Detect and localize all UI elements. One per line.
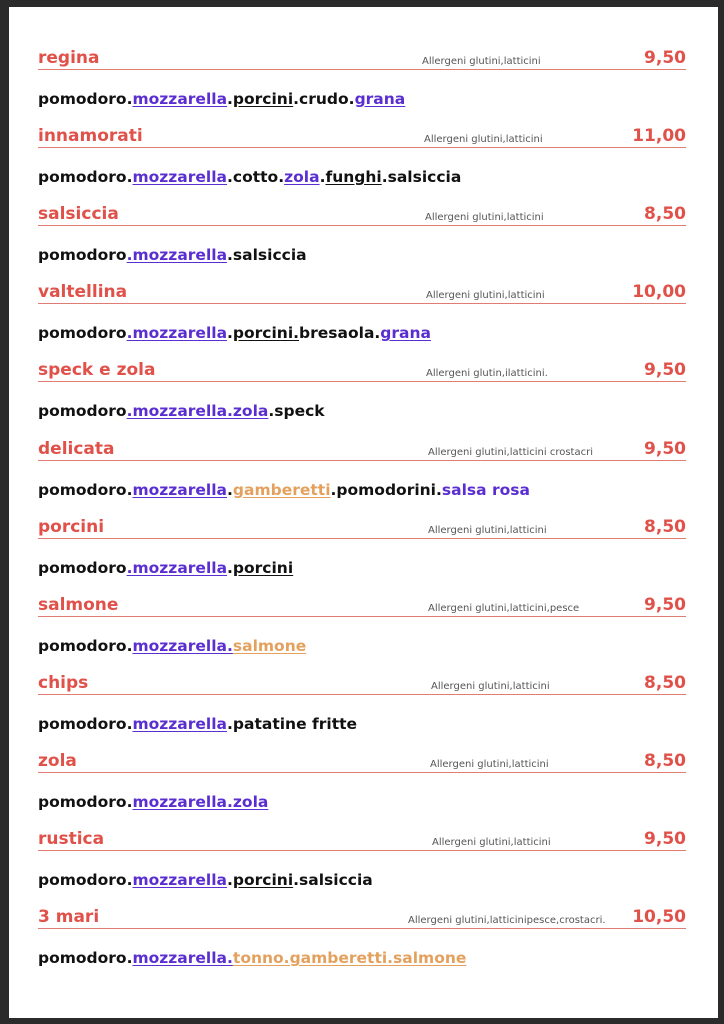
- ingredient-text: .speck: [268, 402, 325, 421]
- item-allergens: Allergeni glutini,latticini: [422, 56, 541, 67]
- ingredient-text: grana: [380, 324, 431, 343]
- ingredient-text: gamberetti: [232, 480, 331, 499]
- ingredient-text: pomodoro: [38, 558, 127, 577]
- item-price: 9,50: [644, 360, 686, 381]
- item-price: 10,00: [632, 282, 686, 303]
- ingredient-text: .mozzarella: [126, 558, 228, 577]
- ingredient-text: bresaola.: [299, 324, 381, 343]
- ingredient-text: .crudo.: [293, 90, 355, 108]
- ingredient-text: .: [126, 90, 133, 108]
- item-allergens: Allergeni glutini,latticini crostacri: [428, 446, 593, 458]
- ingredient-text: mozzarella: [132, 168, 228, 187]
- menu-item-header: [38, 906, 686, 929]
- menu-item-header: [38, 203, 686, 226]
- ingredient-text: pomodoro.: [38, 792, 133, 811]
- ingredient-text: .salsiccia: [381, 168, 462, 187]
- ingredient-text: pomodoro.: [38, 871, 133, 889]
- item-allergens: Allergeni glutini,latticini: [430, 758, 549, 770]
- ingredient-text: pomodoro.: [38, 480, 133, 499]
- item-name: innamorati: [38, 126, 143, 147]
- item-allergens: Allergeni glutini,latticini: [432, 837, 551, 848]
- ingredient-text: porcini: [232, 871, 294, 889]
- ingredient-text: tonno.gamberetti.salmone: [232, 949, 467, 968]
- ingredient-text: .: [227, 558, 233, 577]
- item-name: porcini: [38, 516, 105, 537]
- ingredient-text: pomodoro: [38, 90, 127, 108]
- item-name: delicata: [38, 438, 115, 459]
- ingredient-text: mozzarella: [132, 480, 228, 499]
- menu-item-header: [38, 359, 686, 382]
- item-ingredients: [38, 478, 686, 504]
- ingredient-text: salmone: [232, 636, 307, 655]
- item-name: speck e zola: [38, 360, 156, 381]
- item-allergens: Allergeni glutin,ilatticini.: [426, 368, 548, 380]
- item-ingredients: [38, 165, 686, 191]
- ingredient-text: .patatine fritte: [227, 714, 358, 733]
- ingredient-text: funghi: [325, 168, 382, 187]
- item-ingredients: [38, 399, 686, 425]
- ingredient-text: mozzarella.: [132, 636, 233, 655]
- item-ingredients: [38, 321, 686, 347]
- item-ingredients: [38, 634, 686, 660]
- ingredient-text: .mozzarella: [126, 324, 228, 343]
- item-ingredients: [38, 790, 686, 816]
- item-price: 8,50: [644, 672, 686, 693]
- item-price: 8,50: [644, 750, 686, 771]
- item-name: regina: [38, 48, 100, 68]
- ingredient-text: salsa rosa: [441, 480, 530, 499]
- ingredient-text: .salsiccia: [227, 246, 307, 265]
- ingredient-text: mozzarella.: [132, 949, 233, 968]
- ingredient-text: mozzarella: [132, 714, 228, 733]
- ingredient-text: pomodoro: [38, 246, 127, 265]
- menu-item-header: [38, 47, 686, 70]
- ingredient-text: mozzarella: [132, 871, 228, 889]
- item-name: rustica: [38, 829, 105, 849]
- item-name: 3 mari: [38, 907, 100, 928]
- item-price: 9,50: [644, 594, 686, 615]
- menu-item-header: [38, 672, 686, 695]
- item-name: salsiccia: [38, 204, 119, 225]
- ingredient-text: .cotto.: [227, 168, 285, 187]
- ingredient-text: grana: [354, 90, 406, 108]
- ingredient-text: .salsiccia: [293, 871, 373, 889]
- ingredient-text: .: [227, 324, 233, 343]
- ingredient-text: .: [227, 871, 233, 889]
- item-ingredients: [38, 87, 686, 113]
- item-allergens: Allergeni glutini,latticini,pesce: [428, 602, 580, 614]
- menu-item-header: [38, 281, 686, 304]
- ingredient-text: porcini.: [232, 324, 300, 343]
- item-allergens: Allergeni glutini,latticini: [431, 680, 550, 692]
- item-price: 11,00: [632, 126, 686, 147]
- ingredient-text: pomodoro.: [38, 636, 133, 655]
- item-allergens: Allergeni glutini,latticini: [426, 290, 545, 302]
- item-price: 8,50: [644, 204, 686, 225]
- item-ingredients: [38, 868, 686, 894]
- ingredient-text: porcini: [232, 90, 294, 108]
- item-allergens: Allergeni glutini,latticini: [428, 524, 547, 536]
- item-allergens: Allergeni glutini,latticini: [425, 212, 544, 224]
- item-name: salmone: [38, 594, 119, 615]
- ingredient-text: mozzarella.zola: [132, 792, 269, 811]
- item-allergens: Allergeni glutini,latticinipesce,crostacri.: [408, 915, 606, 927]
- item-name: valtellina: [38, 282, 128, 303]
- ingredient-text: pomodoro.: [38, 949, 133, 968]
- item-name: zola: [38, 750, 77, 771]
- ingredient-text: .mozzarella: [126, 246, 228, 265]
- ingredient-text: pomodoro.: [38, 168, 133, 187]
- item-ingredients: [38, 946, 686, 972]
- ingredient-text: pomodoro.: [38, 714, 133, 733]
- item-price: 10,50: [632, 907, 686, 928]
- ingredient-text: .: [227, 480, 233, 499]
- item-price: 8,50: [644, 516, 686, 537]
- menu-item-header: [38, 828, 686, 851]
- item-ingredients: [38, 243, 686, 269]
- item-ingredients: [38, 556, 686, 582]
- ingredient-text: zola: [284, 168, 320, 187]
- item-price: 9,50: [644, 438, 686, 459]
- menu-item-header: [38, 516, 686, 539]
- menu-item-header: [38, 125, 686, 148]
- ingredient-text: .pomodorini.: [330, 480, 442, 499]
- ingredient-text: pomodoro: [38, 324, 127, 343]
- ingredient-text: porcini: [232, 558, 294, 577]
- ingredient-text: .: [227, 90, 233, 108]
- item-name: chips: [38, 672, 89, 693]
- ingredient-text: .: [319, 168, 326, 187]
- item-allergens: Allergeni glutini,latticini: [424, 134, 543, 146]
- ingredient-text: mozzarella: [132, 90, 228, 108]
- ingredient-text: .mozzarella.zola: [126, 402, 269, 421]
- menu-item-header: [38, 594, 686, 617]
- menu-item-header: [38, 750, 686, 773]
- menu-page: [9, 7, 718, 1018]
- ingredient-text: pomodoro: [38, 402, 127, 421]
- item-ingredients: [38, 712, 686, 738]
- item-price: 9,50: [644, 829, 686, 849]
- item-price: 9,50: [644, 48, 686, 68]
- menu-item-header: [38, 438, 686, 461]
